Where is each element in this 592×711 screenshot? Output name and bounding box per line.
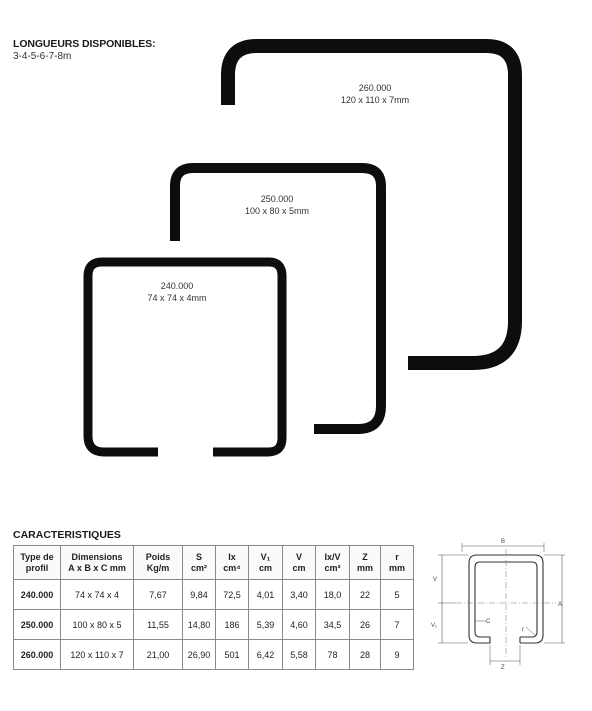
label-z: Z [501, 665, 505, 671]
label-v: V [433, 577, 438, 583]
table-cell: 9 [381, 640, 414, 670]
label-r: r [522, 627, 524, 633]
table-cell: 4,60 [283, 610, 316, 640]
header-v1: V₁ cm [249, 546, 283, 580]
header-type: Type de profil [14, 546, 61, 580]
table-cell: 9,84 [183, 580, 216, 610]
profile-240-label [112, 280, 242, 304]
header-inertia: Ix cm⁴ [216, 546, 249, 580]
characteristics-table [13, 545, 414, 670]
table-header-row [14, 546, 414, 580]
table-cell: 22 [350, 580, 381, 610]
table-cell: 72,5 [216, 580, 249, 610]
table-cell: 78 [316, 640, 350, 670]
table-cell: 5,39 [249, 610, 283, 640]
table-cell: 260.000 [14, 640, 61, 670]
profile-250-label [212, 193, 342, 217]
table-cell: 250.000 [14, 610, 61, 640]
table-cell: 5 [381, 580, 414, 610]
profile-240-code: 240.000 [160, 281, 194, 291]
profile-250-dims: 100 x 80 x 5mm [244, 206, 310, 216]
header-weight: Poids Kg/m [134, 546, 183, 580]
lengths-values: 3-4-5-6-7-8m [13, 51, 72, 62]
table-cell: 4,01 [249, 580, 283, 610]
header-z: Z mm [350, 546, 381, 580]
table-row [14, 580, 414, 610]
table-cell: 26,90 [183, 640, 216, 670]
channel-lip [469, 583, 490, 643]
label-v1: V₁ [431, 623, 438, 629]
table-cell: 21,00 [134, 640, 183, 670]
table-cell: 34,5 [316, 610, 350, 640]
header-section: S cm² [183, 546, 216, 580]
label-c: C [486, 619, 491, 625]
profile-260-label [310, 82, 440, 106]
profile-260-dims: 120 x 110 x 7mm [340, 95, 410, 105]
header-v: V cm [283, 546, 316, 580]
table-cell: 501 [216, 640, 249, 670]
table-cell: 18,0 [316, 580, 350, 610]
table-row [14, 640, 414, 670]
table-cell: 100 x 80 x 5 [61, 610, 134, 640]
table-cell: 6,42 [249, 640, 283, 670]
table-cell: 28 [350, 640, 381, 670]
table-cell: 11,55 [134, 610, 183, 640]
table-cell: 3,40 [283, 580, 316, 610]
table-cell: 7,67 [134, 580, 183, 610]
label-a: A [558, 602, 563, 608]
table-cell: 120 x 110 x 7 [61, 640, 134, 670]
table-cell: 14,80 [183, 610, 216, 640]
characteristics-title: CARACTERISTIQUES [13, 529, 121, 541]
lengths-title: LONGUEURS DISPONIBLES: [13, 38, 156, 50]
table-cell: 5,58 [283, 640, 316, 670]
header-modulus: Ix/V cm³ [316, 546, 350, 580]
table-cell: 7 [381, 610, 414, 640]
header-r: r mm [381, 546, 414, 580]
table-row [14, 610, 414, 640]
table-cell: 26 [350, 610, 381, 640]
label-b: B [501, 539, 506, 545]
table-cell: 240.000 [14, 580, 61, 610]
table-cell: 74 x 74 x 4 [61, 580, 134, 610]
profile-240-dims: 74 x 74 x 4mm [147, 293, 207, 303]
header-dimensions: Dimensions A x B x C mm [61, 546, 134, 580]
profile-260-code: 260.000 [358, 83, 392, 93]
table-cell: 186 [216, 610, 249, 640]
technical-drawing [428, 535, 578, 675]
profile-250-code: 250.000 [260, 194, 294, 204]
